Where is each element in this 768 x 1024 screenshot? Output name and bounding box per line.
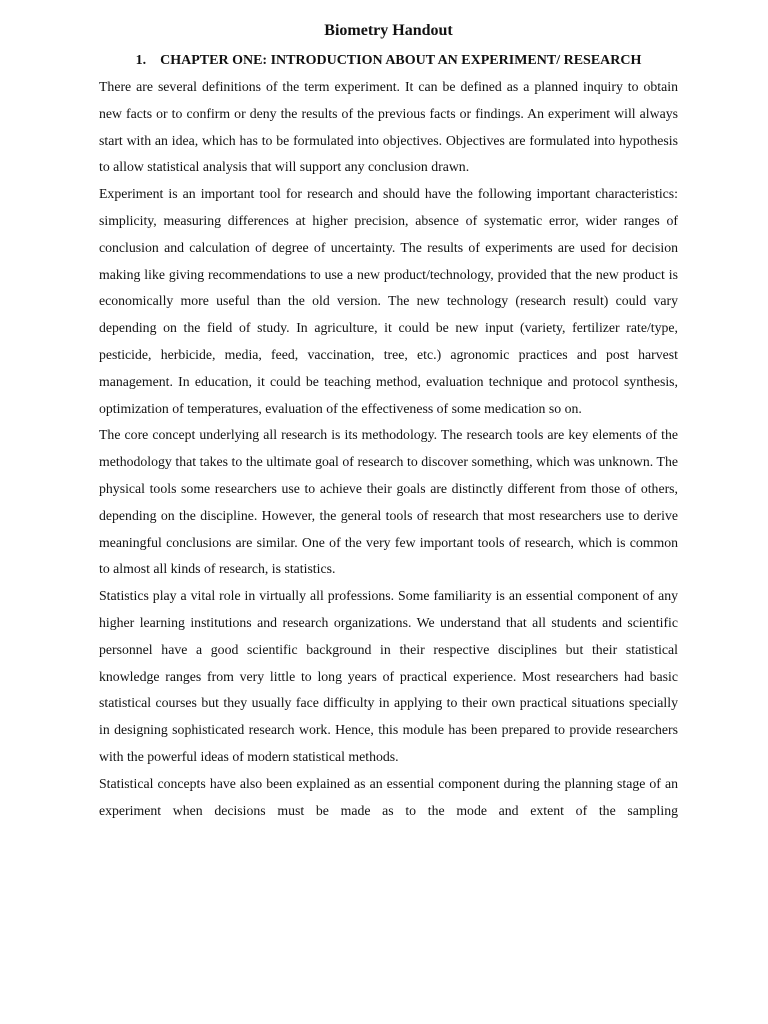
- chapter-number: 1.: [135, 53, 147, 68]
- paragraph-methodology: The core concept underlying all research is its methodology. The research tools are key elements of the methodology that takes to the ultimate goal of research to discover something, which was unknown. The physical tools some researchers use to achieve their goals are distinctly different from those of others, depending on the discipline. However, the general tools of research that most researchers use to derive meaningful conclusions are similar. One of the very few important tools of research, which is common to almost all kinds of research, is statistics.: [99, 427, 678, 577]
- chapter-title: CHAPTER ONE: INTRODUCTION ABOUT AN EXPERIMENT/ RESEARCH: [160, 53, 642, 68]
- document-page: [99, 20, 678, 824]
- document-title: Biometry Handout: [324, 22, 453, 39]
- paragraph-definitions: There are several definitions of the term experiment. It can be defined as a planned inquiry to obtain new facts or to confirm or deny the results of the previous facts or findings. An experiment will always start with an idea, which has to be formulated into objectives. Objectives are formulated into hypothesis to allow statistical analysis that will support any conclusion drawn.: [99, 79, 678, 175]
- chapter-heading: [99, 52, 678, 70]
- paragraph-statistics-role: Statistics play a vital role in virtually all professions. Some familiarity is an essential component of any higher learning institutions and research organizations. We understand that all students and scientific personnel have a good scientific background in their respective disciplines but their statistical knowledge ranges from very little to long years of practical experience. Most researchers had basic statistical courses but they usually face difficulty in applying to their own practical situations specially in designing sophisticated research work. Hence, this module has been prepared to provide researchers with the powerful ideas of modern statistical methods.: [99, 588, 678, 764]
- paragraph-statistical-concepts: Statistical concepts have also been explained as an essential component during the planning stage of an experiment when decisions must be made as to the mode and extent of the sampling: [99, 775, 678, 818]
- paragraph-characteristics: Experiment is an important tool for research and should have the following important characteristics: simplicity, measuring differences at higher precision, absence of systematic error, wider ranges of conclusion and calculation of degree of uncertainty. The results of experiments are used for decision making like giving recommendations to use a new product/technology, provided that the new product is economically more useful than the old version. The new technology (research result) could vary depending on the field of study. In agriculture, it could be new input (variety, fertilizer rate/type, pesticide, herbicide, media, feed, vaccination, tree, etc.) agronomic practices and post harvest management. In education, it could be teaching method, evaluation technique and protocol synthesis, optimization of temperatures, evaluation of the effectiveness of some medication so on.: [99, 186, 678, 416]
